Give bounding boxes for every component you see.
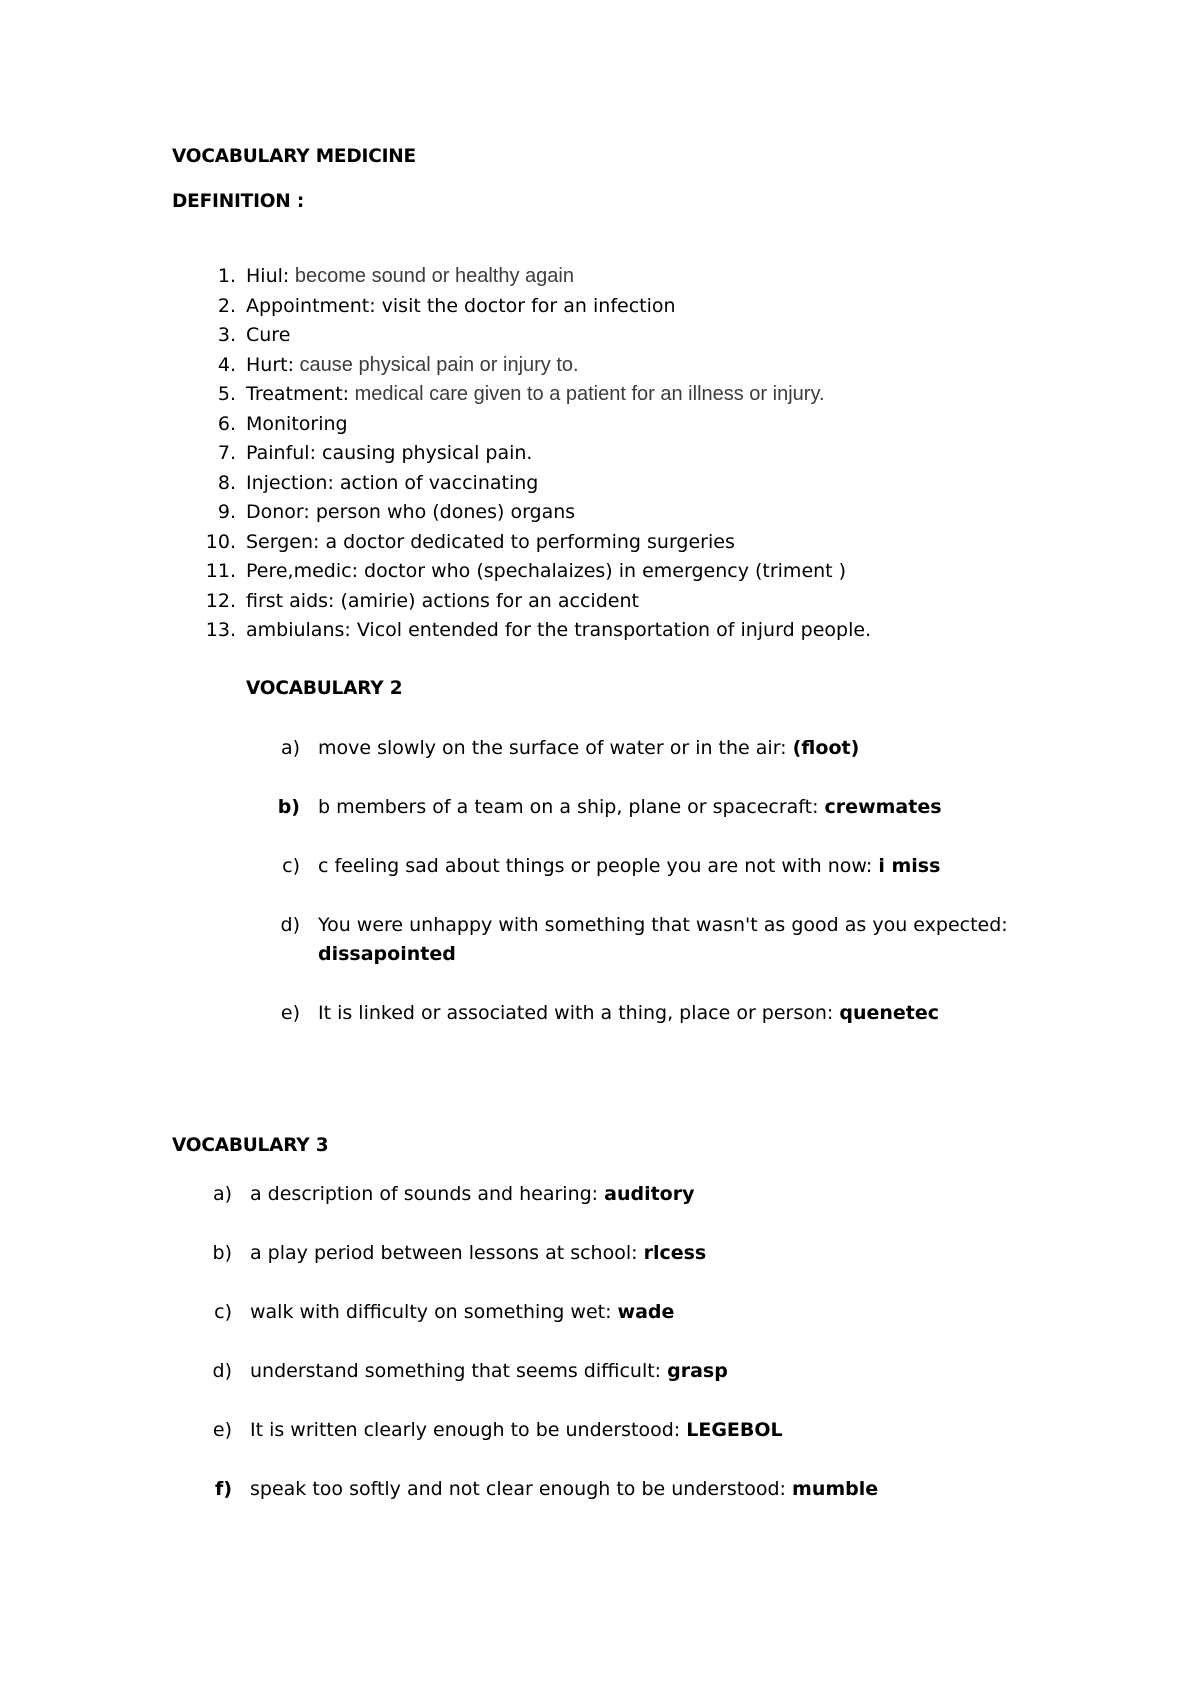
list-item: 12. first aids: (amirie) actions for an accident bbox=[205, 589, 639, 612]
list-item: c) c feeling sad about things or people you are not with now: i miss bbox=[282, 855, 941, 877]
definition-list bbox=[205, 262, 872, 646]
vocabulary-2-heading: VOCABULARY 2 bbox=[246, 678, 403, 699]
list-item: 2. Appointment: visit the doctor for an infection bbox=[217, 294, 676, 317]
page-title: VOCABULARY MEDICINE bbox=[172, 146, 416, 167]
list-item: e) It is written clearly enough to be understood: LEGEBOL bbox=[212, 1419, 783, 1441]
list-item: a) a description of sounds and hearing: auditory bbox=[212, 1183, 695, 1205]
list-item: 7. Painful: causing physical pain. bbox=[217, 442, 533, 464]
list-item: 5. Treatment: medical care given to a patient for an illness or injury. bbox=[217, 383, 825, 405]
list-item: 11. Pere,medic: doctor who (spechalaizes) in emergency (triment ) bbox=[205, 560, 847, 582]
list-item: b) a play period between lessons at school: rlcess bbox=[212, 1242, 707, 1264]
list-item: 13. ambiulans: Vicol entended for the transportation of injurd people. bbox=[205, 619, 872, 641]
list-item: 4. Hurt: cause physical pain or injury to. bbox=[217, 353, 579, 376]
list-item: e) It is linked or associated with a thing, place or person: quenetec bbox=[280, 1002, 940, 1024]
list-item: 1. Hiul: become sound or healthy again bbox=[217, 265, 574, 287]
list-item: 6. Monitoring bbox=[217, 412, 348, 435]
list-item: 8. Injection: action of vaccinating bbox=[217, 471, 539, 494]
list-item: c) walk with difficulty on something wet: wade bbox=[214, 1301, 675, 1323]
vocabulary-3-heading: VOCABULARY 3 bbox=[172, 1135, 329, 1156]
list-item: a) move slowly on the surface of water or in the air: (floot) bbox=[280, 737, 860, 759]
list-item: d) understand something that seems difficult: grasp bbox=[212, 1360, 728, 1382]
definition-heading: DEFINITION : bbox=[172, 191, 305, 212]
list-item: b) b members of a team on a ship, plane or spacecraft: crewmates bbox=[277, 796, 942, 818]
list-item: d) You were unhappy with something that wasn't as good as you expected: dissapointed bbox=[280, 914, 1008, 965]
list-item: 9. Donor: person who (dones) organs bbox=[217, 501, 576, 523]
list-item: f) speak too softly and not clear enough to be understood: mumble bbox=[215, 1478, 879, 1500]
list-item: 10. Sergen: a doctor dedicated to performing surgeries bbox=[205, 530, 735, 553]
list-item: 3. Cure bbox=[217, 324, 291, 346]
